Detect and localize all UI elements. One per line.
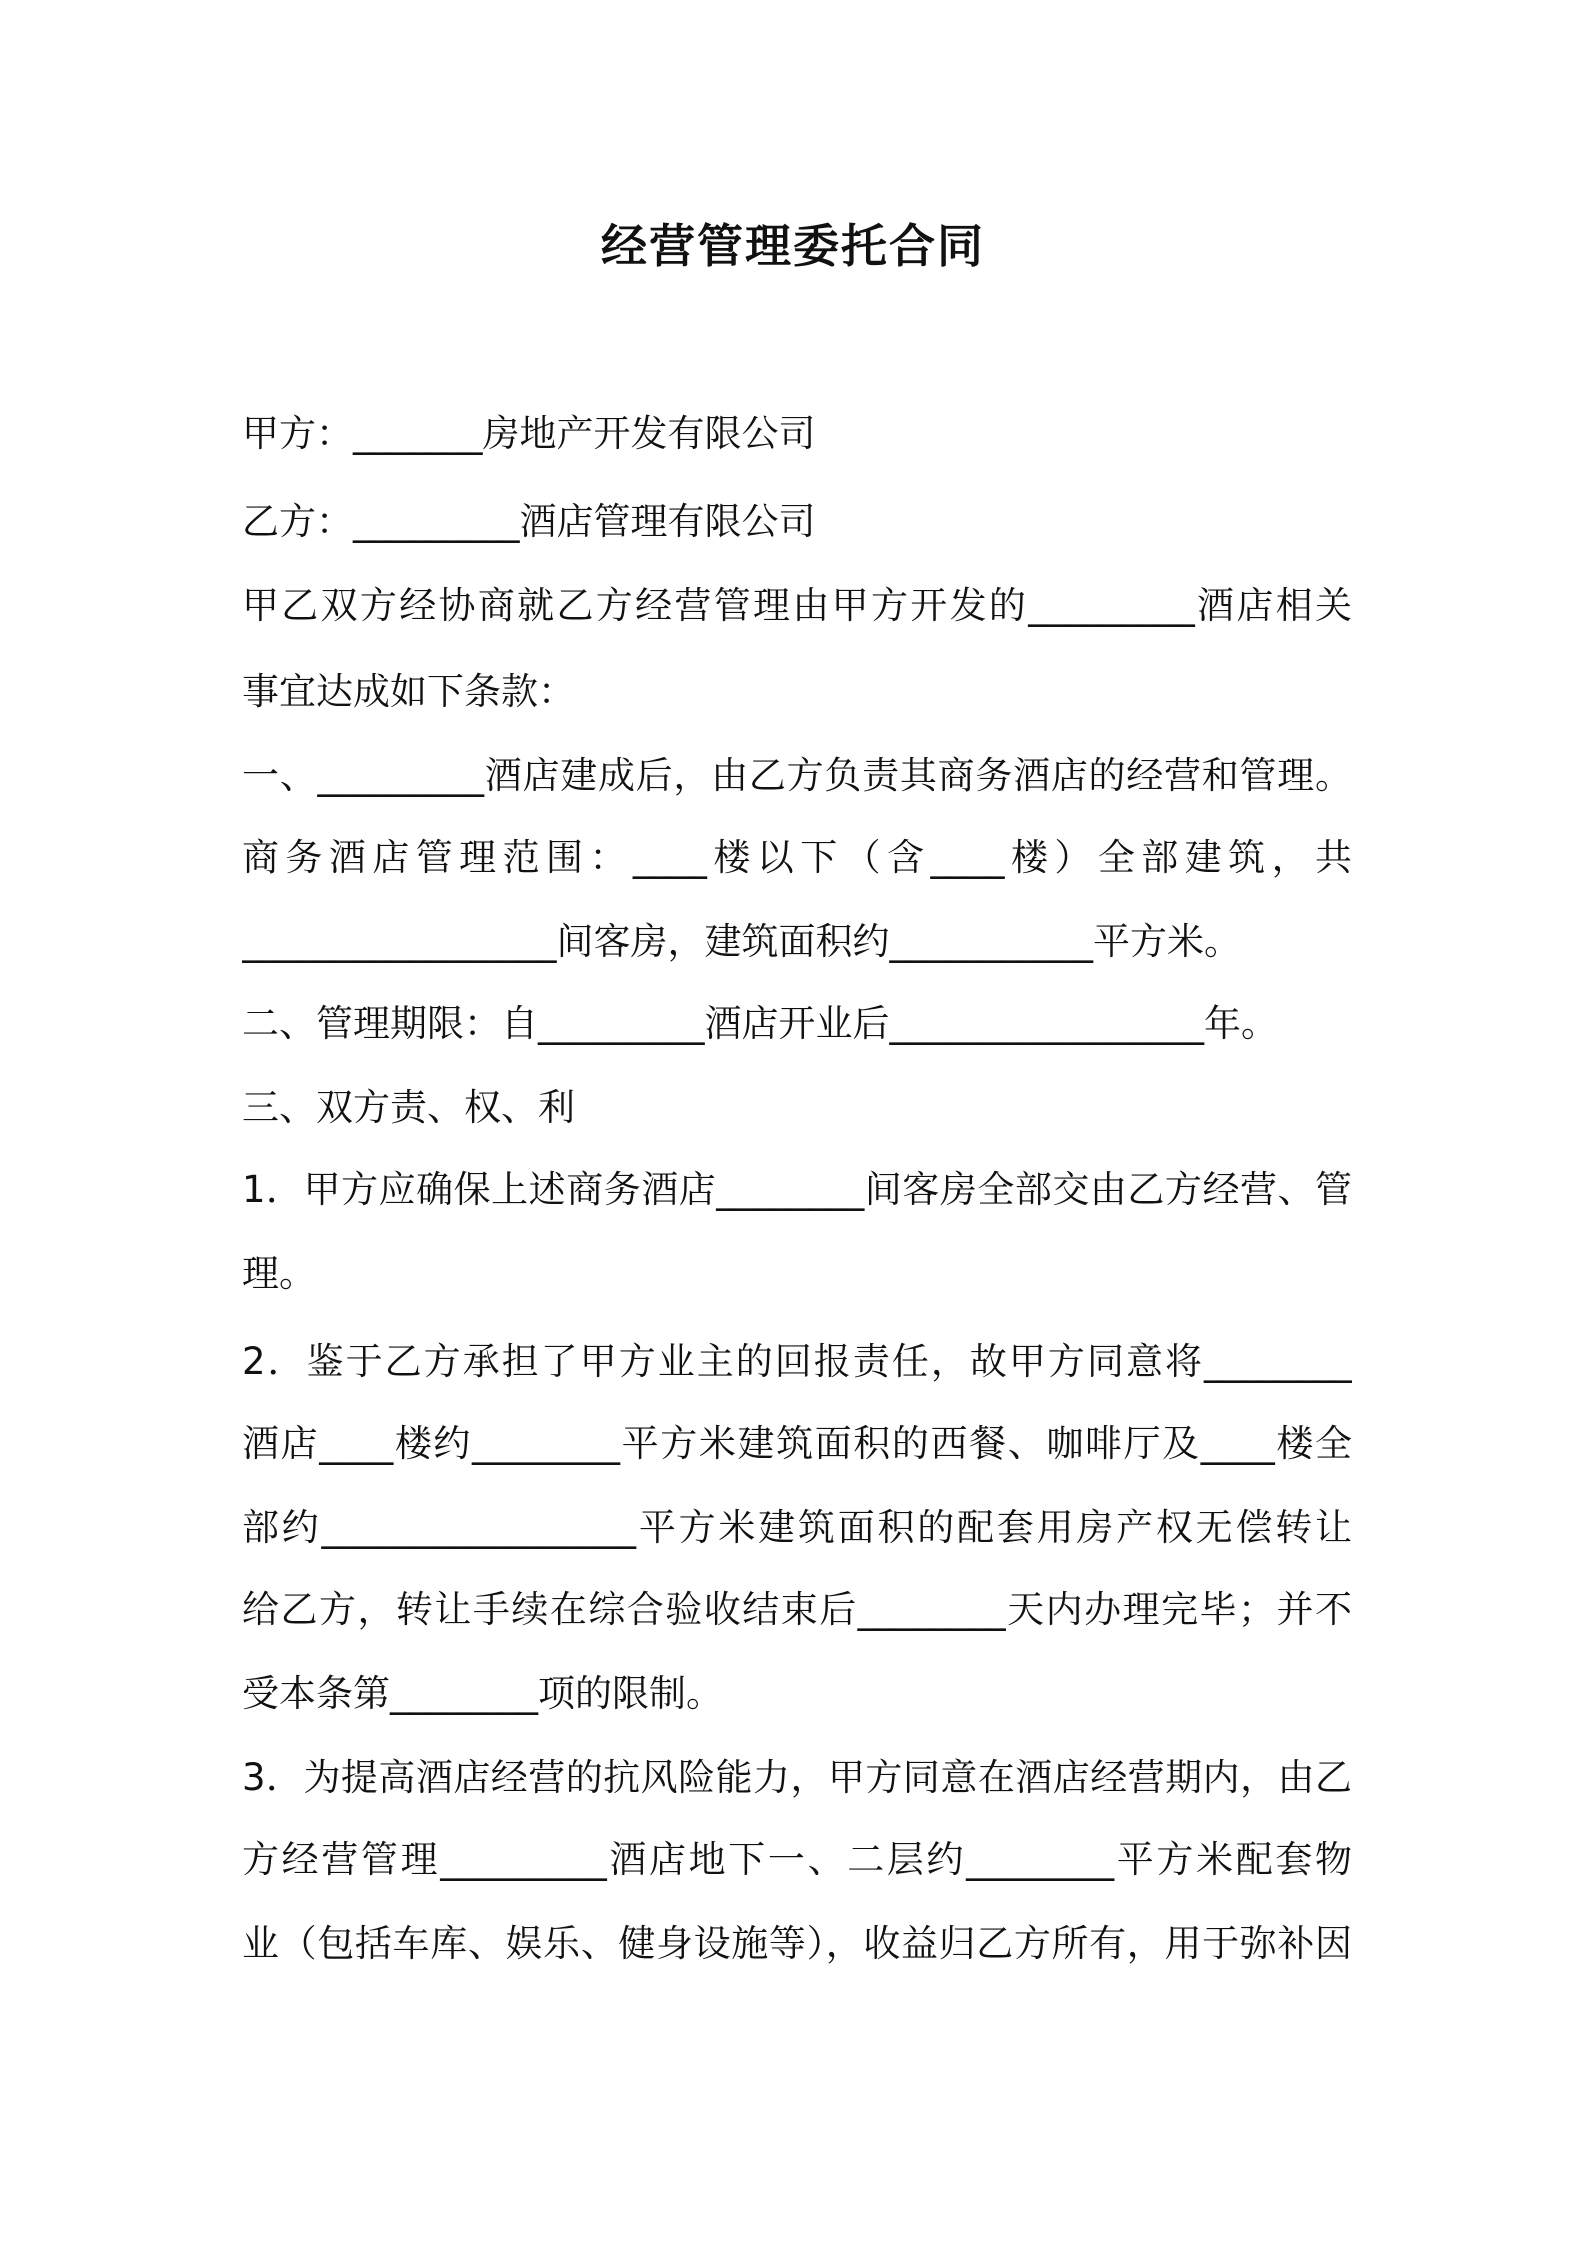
item-2-line-1: 2．鉴于乙方承担了甲方业主的回报责任，故甲方同意将________ [242, 1340, 1352, 1383]
clause-3-heading: 三、双方责、权、利 [242, 1086, 575, 1129]
item-1-line-1: 1．甲方应确保上述商务酒店________间客房全部交由乙方经营、管 [242, 1168, 1352, 1211]
clause-1-line-2: 商务酒店管理范围：____楼以下（含____楼）全部建筑，共 [242, 836, 1352, 879]
clause-2-line: 二、管理期限：自_________酒店开业后_________________年。 [242, 1002, 1278, 1045]
clause-1-line-1: 一、_________酒店建成后，由乙方负责其商务酒店的经营和管理。 [242, 754, 1352, 797]
item-2-line-5: 受本条第________项的限制。 [242, 1672, 723, 1715]
page-title: 经营管理委托合同 [601, 219, 985, 273]
item-2-line-3: 部约_________________平方米建筑面积的配套用房产权无偿转让 [242, 1506, 1352, 1549]
item-1-line-2: 理。 [242, 1252, 316, 1295]
party-a-line: 甲方：_______房地产开发有限公司 [242, 412, 816, 455]
item-2-line-2: 酒店____楼约________平方米建筑面积的西餐、咖啡厅及____楼全 [242, 1422, 1352, 1465]
item-3-line-3: 业（包括车库、娱乐、健身设施等），收益归乙方所有，用于弥补因 [242, 1922, 1352, 1965]
preamble-line-1: 甲乙双方经协商就乙方经营管理由甲方开发的_________酒店相关 [242, 584, 1352, 627]
party-b-line: 乙方：_________酒店管理有限公司 [242, 500, 816, 543]
item-2-line-4: 给乙方，转让手续在综合验收结束后________天内办理完毕；并不 [242, 1588, 1352, 1631]
preamble-line-2: 事宜达成如下条款： [242, 670, 575, 713]
item-3-line-1: 3．为提高酒店经营的抗风险能力，甲方同意在酒店经营期内，由乙 [242, 1756, 1352, 1799]
clause-1-line-3: _________________间客房，建筑面积约___________平方米。 [242, 920, 1241, 963]
item-3-line-2: 方经营管理_________酒店地下一、二层约________平方米配套物 [242, 1838, 1352, 1881]
